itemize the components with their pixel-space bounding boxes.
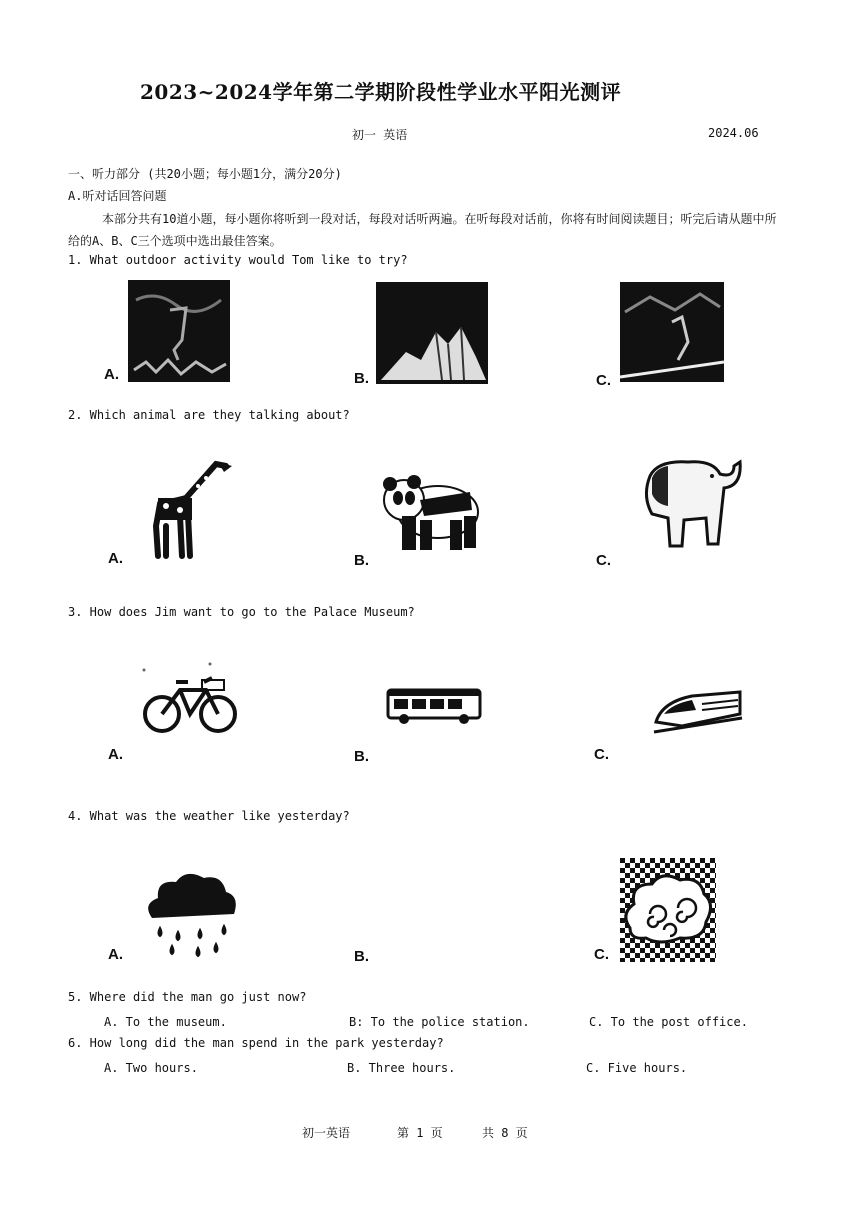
mountain-photo-icon <box>376 282 488 384</box>
option-b: B: To the police station. <box>349 1015 530 1029</box>
windy-cloud-icon <box>620 858 716 962</box>
question-4: 4. What was the weather like yesterday? <box>68 809 350 823</box>
option-c-label: C. <box>594 746 609 763</box>
part-a-heading: A.听对话回答问题 <box>68 189 167 203</box>
rain-cloud-icon <box>142 868 240 960</box>
page-title: 2023~2024学年第二学期阶段性学业水平阳光测评 <box>140 80 622 104</box>
option-b-label: B. <box>354 948 369 965</box>
question-3: 3. How does Jim want to go to the Palace Museum? <box>68 605 415 619</box>
option-c-label: C. <box>596 372 611 389</box>
option-b-label: B. <box>354 552 369 569</box>
panda-icon <box>380 470 482 554</box>
footer-subject: 初一英语 <box>302 1126 351 1140</box>
question-5: 5. Where did the man go just now? <box>68 990 307 1004</box>
bus-icon <box>386 688 482 726</box>
option-c: C. Five hours. <box>586 1061 688 1075</box>
question-6: 6. How long did the man spend in the park yesterday? <box>68 1036 444 1050</box>
grade-subject: 初一 英语 <box>352 128 408 142</box>
skiing-photo-icon <box>620 282 724 382</box>
section-heading: 一、听力部分 (共20小题；每小题1分，满分20分) <box>68 167 342 181</box>
option-a-label: A. <box>108 946 123 963</box>
option-a: A. To the museum. <box>104 1015 227 1029</box>
train-icon <box>652 688 744 736</box>
exam-date: 2024.06 <box>708 126 759 140</box>
option-a-label: A. <box>108 746 123 763</box>
option-c: C. To the post office. <box>589 1015 748 1029</box>
footer-page: 第 1 页 <box>397 1126 443 1140</box>
footer-total: 共 8 页 <box>482 1126 528 1140</box>
question-1: 1. What outdoor activity would Tom like to try? <box>68 253 408 267</box>
option-c-label: C. <box>596 552 611 569</box>
bicycle-icon <box>136 660 240 736</box>
option-a: A. Two hours. <box>104 1061 198 1075</box>
option-a-label: A. <box>108 550 123 567</box>
instructions: 本部分共有10道小题，每小题你将听到一段对话，每段对话听两遍。在听每段对话前，你将有时间阅读题目；听完后请从题中所给的A、B、C三个选项中选出最佳答案。 <box>68 212 777 248</box>
option-a-label: A. <box>104 366 119 383</box>
climbing-photo-icon <box>126 280 232 384</box>
giraffe-icon <box>146 456 234 560</box>
elephant-icon <box>638 456 744 552</box>
option-b-label: B. <box>354 370 369 387</box>
option-b: B. Three hours. <box>347 1061 456 1075</box>
question-2: 2. Which animal are they talking about? <box>68 408 350 422</box>
option-c-label: C. <box>594 946 609 963</box>
option-b-label: B. <box>354 748 369 765</box>
